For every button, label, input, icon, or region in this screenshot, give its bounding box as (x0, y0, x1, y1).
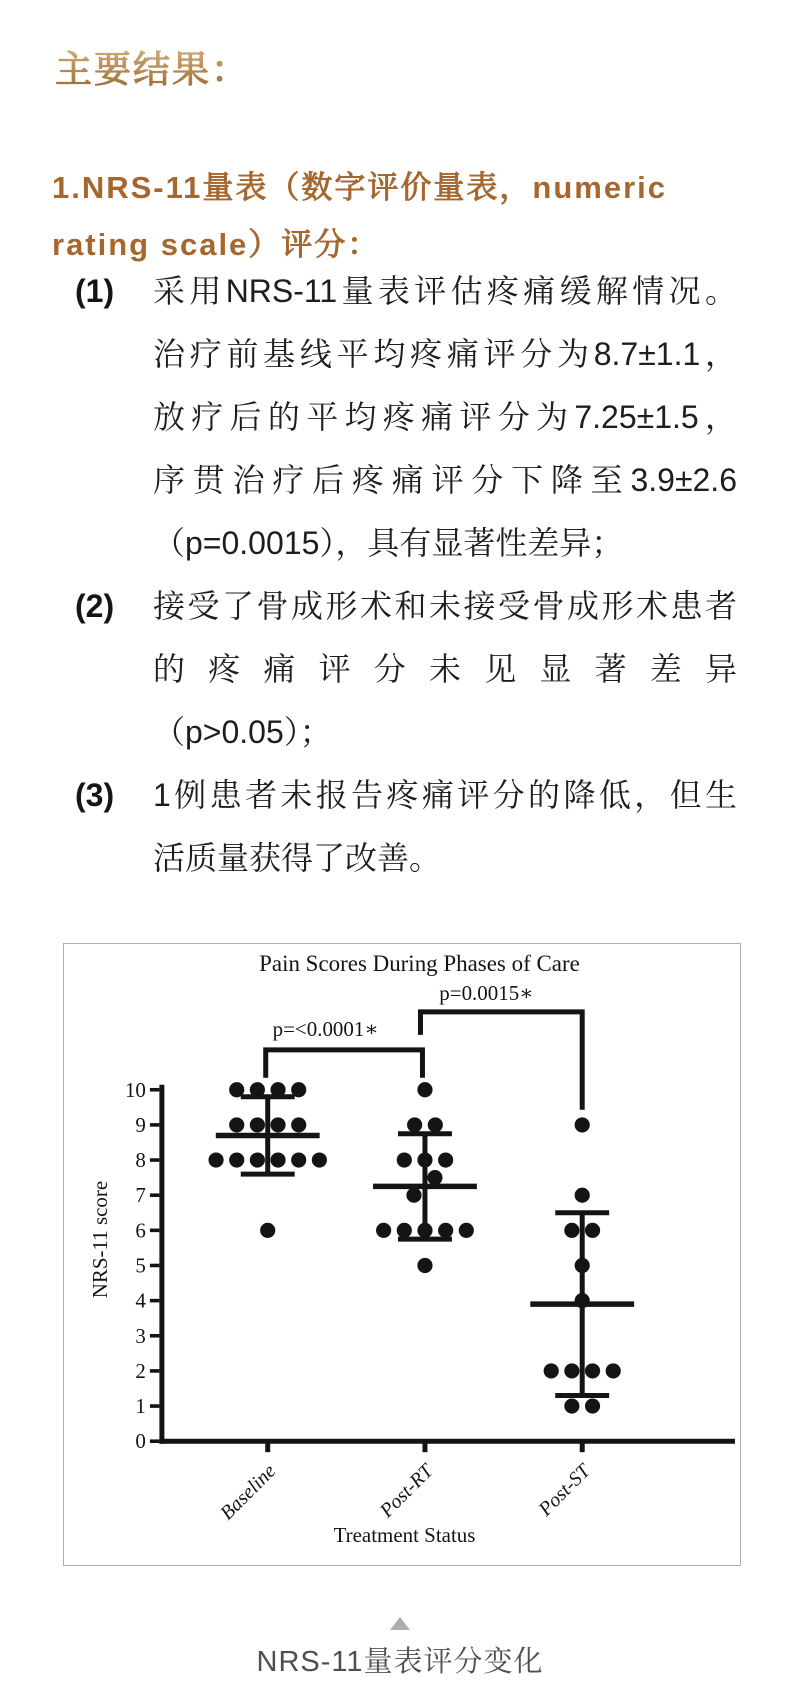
x-tick-label: Post-RT (375, 1460, 438, 1522)
data-point (397, 1223, 412, 1238)
data-point (438, 1152, 453, 1167)
data-point (417, 1258, 432, 1273)
y-tick-label: 0 (135, 1429, 146, 1454)
list-item (75, 764, 737, 890)
text-line: 1例患者未报告疼痛评分的降低，但生 (153, 777, 737, 813)
data-point (270, 1152, 285, 1167)
y-tick-label: 3 (135, 1323, 146, 1348)
text-line: 序贯治疗后疼痛评分下降至3.9±2.6 (153, 462, 737, 498)
data-point (585, 1363, 600, 1378)
data-point (406, 1188, 421, 1203)
text-line: 接受了骨成形术和未接受骨成形术患者 (153, 588, 737, 624)
text-line: 的疼痛评分未见显著差异 (153, 651, 737, 687)
data-point (260, 1223, 275, 1238)
data-point (291, 1117, 306, 1132)
up-triangle-icon (390, 1617, 410, 1630)
list-item-text (153, 260, 737, 575)
chart-card (63, 943, 741, 1566)
list-item-marker: (2) (75, 588, 115, 624)
y-tick-label: 9 (135, 1112, 146, 1137)
significance-bracket (266, 1050, 423, 1078)
text-line: 治疗前基线平均疼痛评分为8.7±1.1， (153, 336, 737, 372)
data-point (585, 1223, 600, 1238)
data-point (250, 1152, 265, 1167)
y-axis-title: NRS-11 score (87, 1180, 112, 1299)
data-point (575, 1117, 590, 1132)
data-point (564, 1398, 579, 1413)
data-point (427, 1170, 442, 1185)
list-item (75, 260, 737, 575)
list-item-marker: (3) (75, 777, 115, 813)
figure-caption: NRS-11量表评分变化 (256, 1646, 544, 1678)
y-tick-label: 8 (135, 1148, 146, 1173)
data-point (229, 1152, 244, 1167)
data-point (606, 1363, 621, 1378)
y-tick-label: 6 (135, 1218, 146, 1243)
data-point (407, 1117, 422, 1132)
section-title-line: rating scale）评分： (52, 226, 381, 262)
data-point (208, 1152, 223, 1167)
data-point (438, 1223, 453, 1238)
pain-scatter-chart (64, 944, 740, 1565)
data-point (417, 1082, 432, 1097)
data-point (229, 1117, 244, 1132)
data-point (376, 1223, 391, 1238)
x-axis-title: Treatment Status (333, 1523, 476, 1548)
list-item-marker: (1) (75, 273, 115, 309)
data-point (428, 1117, 443, 1132)
text-line: （p>0.05）； (153, 714, 332, 750)
data-point (564, 1363, 579, 1378)
chart-title: Pain Scores During Phases of Care (259, 950, 580, 976)
list-item-text (153, 764, 737, 890)
x-tick-label: Baseline (216, 1460, 281, 1525)
y-tick-label: 10 (124, 1077, 146, 1102)
text-line: （p=0.0015），具有显著性差异； (153, 525, 624, 561)
significance-bracket (420, 1012, 582, 1110)
data-point (575, 1188, 590, 1203)
text-line: 活质量获得了改善。 (153, 840, 442, 876)
data-point (397, 1152, 412, 1167)
data-point (585, 1398, 600, 1413)
data-point (564, 1223, 579, 1238)
data-point (459, 1223, 474, 1238)
y-tick-label: 4 (135, 1288, 146, 1313)
significance-label: p=0.0015∗ (439, 980, 534, 1005)
y-tick-label: 5 (135, 1253, 146, 1278)
y-tick-label: 1 (135, 1394, 146, 1419)
list-item (75, 575, 737, 764)
section-title (52, 159, 752, 273)
text-line: 采用NRS-11量表评估疼痛缓解情况。 (153, 273, 737, 309)
x-tick-label: Post-ST (534, 1460, 595, 1521)
text-line: 放疗后的平均疼痛评分为7.25±1.5， (153, 399, 737, 435)
data-point (250, 1117, 265, 1132)
results-list (75, 260, 737, 890)
data-point (544, 1363, 559, 1378)
page-title: 主要结果： (55, 49, 250, 91)
y-tick-label: 7 (135, 1183, 146, 1208)
significance-label: p=<0.0001∗ (272, 1016, 379, 1041)
list-item-text (153, 575, 737, 764)
y-tick-label: 2 (135, 1358, 146, 1383)
data-point (291, 1152, 306, 1167)
section-title-line: 1.NRS-11量表（数字评价量表，numeric (52, 169, 667, 205)
data-point (270, 1117, 285, 1132)
data-point (312, 1152, 327, 1167)
